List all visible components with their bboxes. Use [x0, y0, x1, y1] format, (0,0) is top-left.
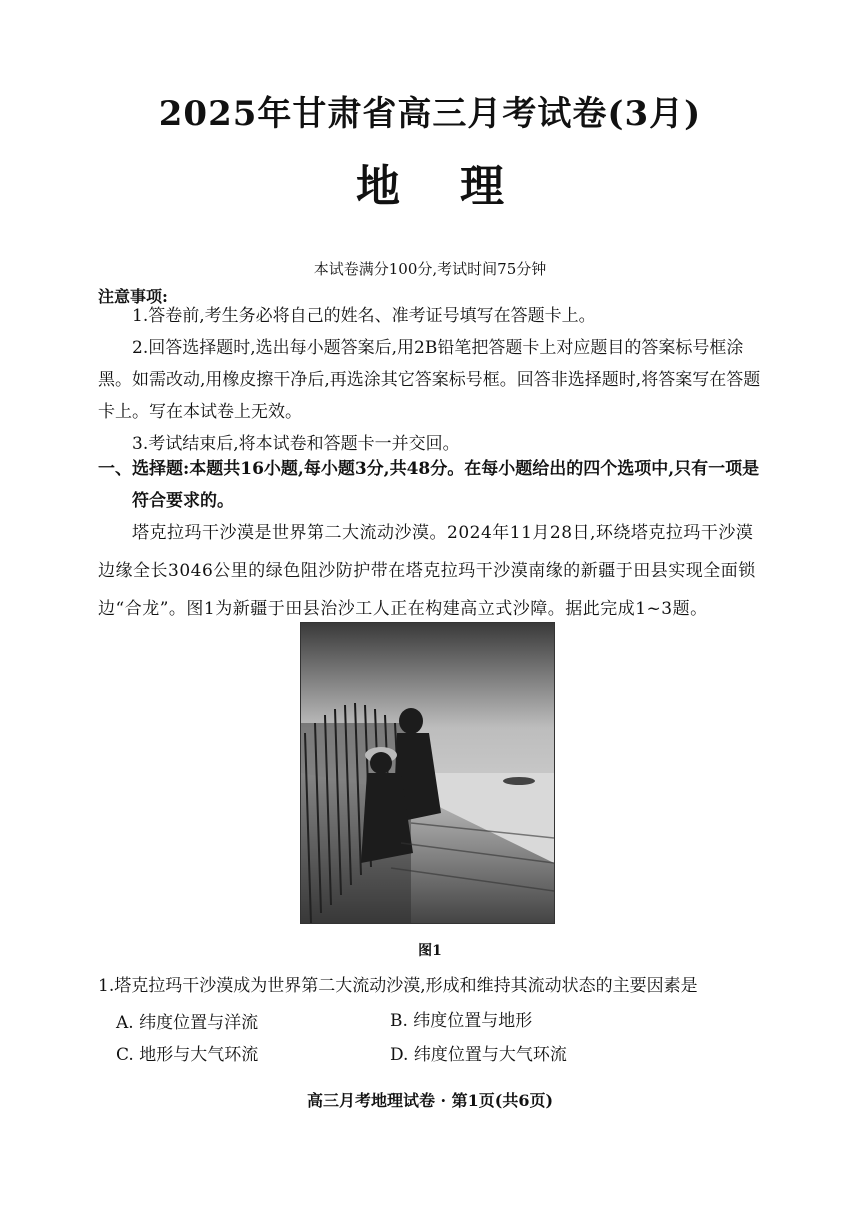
- notice-item: 3.考试结束后,将本试卷和答题卡一并交回。: [132, 434, 460, 454]
- figure-caption: 图1: [418, 943, 442, 959]
- option-b: B. 纬度位置与地形: [390, 1011, 533, 1031]
- option-a: A. 纬度位置与洋流: [116, 1013, 259, 1033]
- option-c: C. 地形与大气环流: [116, 1045, 259, 1065]
- notice-item: 1.答卷前,考生务必将自己的姓名、准考证号填写在答题卡上。: [132, 306, 596, 326]
- question-stem: 1.塔克拉玛干沙漠成为世界第二大流动沙漠,形成和维持其流动状态的主要因素是: [98, 976, 698, 996]
- section-heading-line: 符合要求的。: [132, 491, 234, 511]
- exam-meta: 本试卷满分100分,考试时间75分钟: [313, 260, 547, 278]
- notice-item: 2.回答选择题时,选出每小题答案后,用2B铅笔把答题卡上对应题目的答案标号框涂黑。如需改动,用橡皮擦干净后,再选涂其它答案标号框。回答非选择题时,将答案写在答题卡上。写在本试卷上无效。: [98, 338, 761, 422]
- exam-title: 2025年甘肃省高三月考试卷(3月): [158, 94, 702, 134]
- section-heading: [98, 453, 768, 517]
- section-heading-line: 一、选择题:本题共16小题,每小题3分,共48分。在每小题给出的四个选项中,只有一项是: [98, 459, 760, 479]
- sand-barrier-photo-image: [301, 623, 554, 923]
- option-d: D. 纬度位置与大气环流: [390, 1045, 567, 1065]
- reading-passage: 塔克拉玛干沙漠是世界第二大流动沙漠。2024年11月28日,环绕塔克拉玛干沙漠边缘全长3046公里的绿色阻沙防护带在塔克拉玛干沙漠南缘的新疆于田县实现全面锁边“合龙”。图1为新疆于田县治沙工人正在构建高立式沙障。据此完成1~3题。: [98, 523, 756, 619]
- page-footer: 高三月考地理试卷 · 第1页(共6页): [306, 1091, 554, 1110]
- subject-title: 地理: [356, 161, 564, 212]
- notice-title: 注意事项:: [98, 287, 168, 306]
- figure-photo: [300, 622, 555, 924]
- notice-list: [98, 300, 768, 460]
